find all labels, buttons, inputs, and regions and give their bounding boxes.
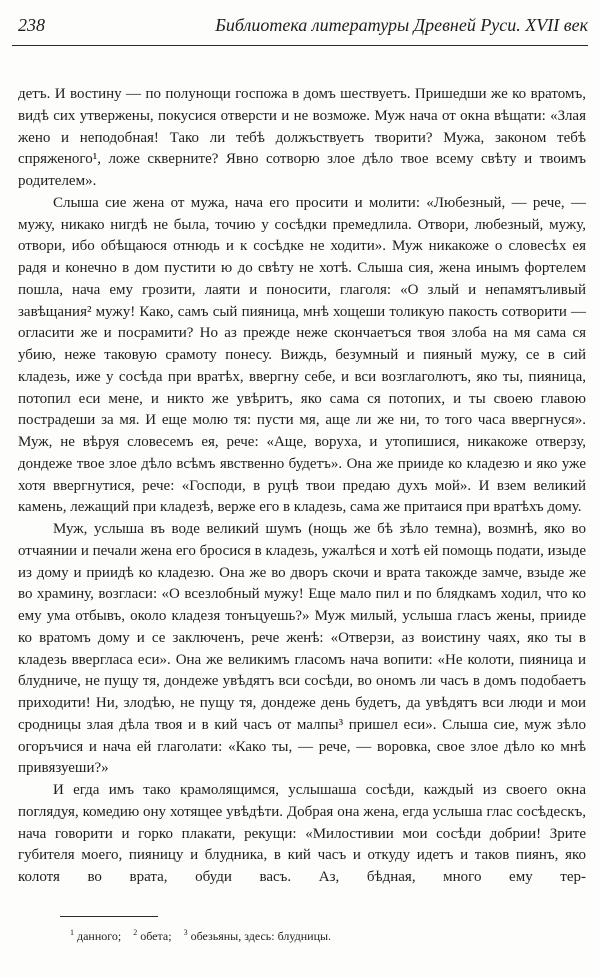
footnote-1: данного; — [77, 929, 122, 943]
page-header — [12, 8, 588, 42]
paragraph-3: Муж, услыша въ воде великий шумъ (нощь же бѣ зѣло темна), возмнѣ, яко во отчаянии и печали жена его бросися в кладезь, ужалѣся и хотѣ ей помощь подати, изыде из дому и приидѣ ко кладезю. Она же во дворъ скочи и врата такожде замче, взыде же во храмину, возгласи: «О всезлобный мужу! Еще мало пил и по блядкамъ ходил, что ко ему ума отбывъ, около кладезя тонъцуешь?» Муж милый, услыша гласъ жены, прииде ко вратомъ дому и се заключенъ, рече женѣ: «Отверзи, аз воистину чаях, яко ты в кладезь ввергласа еси». Она же великимъ гласомъ нача вопити: «Не колоти, пияница и блудниче, не пущу тя, дондеже увѣдятъ вси сосѣди, во ономъ ли часъ в домъ подобаетъ приходити! Ни, злодѣю, не пущу тя, дондеже день будетъ, да увѣдятъ вси люди и мои сродницы злая дѣла твоя и в кий часъ от малпы³ пришел еси». Слыша сие, муж зѣло огоръчися и нача ей глаголати: «Како ты, — рече, — воровка, свое злое дѣло ко мнѣ привязуеши?» — [18, 521, 586, 777]
page-number: 238 — [18, 15, 45, 35]
footnote-2: обета; — [140, 929, 172, 943]
header-rule — [12, 45, 588, 46]
footnotes: $^1$ данного; $^2$ обета; $^3$ обезьяны, здесь: блудницы. — [70, 928, 332, 943]
footnote-rule — [60, 916, 158, 917]
paragraph-1: детъ. И востину — по полунощи госпожа в домъ шествуетъ. Пришедши же ко вратомъ, видѣ сих утвержены, покусися отверсти и не возможе. Муж нача от окна вѣщати: «Злая жено и неподобная! Тако ли тебѣ должъствуетъ творити? Мужа, законом тебѣ спряженого¹, ложе скверните? Явно сотворю злое дѣло твое всему свѣту и твоимъ родителем». — [18, 86, 586, 189]
paragraph-2: Слыша сие жена от мужа, нача его просити и молити: «Любезный, — рече, — мужу, никако нигдѣ не была, точию у сосѣдки премедлила. Отвори, любезный, мужу, отвори, ибо обѣщаюся отнюдь и к сосѣдке не ходити». Муж никакоже о словесѣх ея радя и конечно в дом пустити ю до свѣту не хотѣ. Слыша сия, жена инымъ фортелем пошла, нача ему грозити, лаяти и поносити, глаголя: «О злый и непамятъливый завѣщания² мужу! Како, самъ сый пияница, мнѣ хощеши толикую пакость сотворити — огласити же и посрамити? Но аз прежде неже скончаетъся твоя злоба на мя сама ся убию, неже таковую срамоту понесу. Виждь, безумный и пияный мужу, се в сий кладезь, иже у сосѣда при вратѣх, ввергну себе, и вси возглаголютъ, яко ты, пияница, потопил еси мене, и никто же увѣритъ, яко сама ся потопих, и ты своею главою пострадеши за мя. И еще молю тя: пусти мя, аще ли же ни, то того часа ввергнуся». Муж, не вѣруя словесемъ ея, рече: «Аще, воруха, и утопишися, никакоже отверзу, дондеже твое злое дѣло всѣмъ явственно будетъ». Она же прииде ко кладезю и яко уже хотя ввергнутися, рече: «Господи, в руцѣ твои предаю духъ мой». И взем великий камень, лежащий при кладезѣ, верже его в кладезь, сама же притаися при вратѣхъ дому. — [18, 194, 586, 516]
main-text — [18, 84, 586, 889]
paragraph-4: И егда имъ тако крамолящимся, услышаша сосѣди, каждый из своего окна поглядуя, комедию ону хотящее увѣдѣти. Добрая она жена, егда услыша глас сосѣдескъ, нача говорити и горко плакати, рекущи: «Милостивии мои сосѣди добрии! Зрите губителя моего, пияницу и блудника, в кий часъ и откуду идетъ и таков пиянъ, яко колотя во врата, обуди васъ. Аз, бѣдная, много ему тер- — [18, 782, 586, 885]
footnote-3: обезьяны, здесь: блудницы. — [190, 929, 332, 943]
running-title: Библиотека литературы Древней Руси. XVII век — [215, 15, 588, 35]
